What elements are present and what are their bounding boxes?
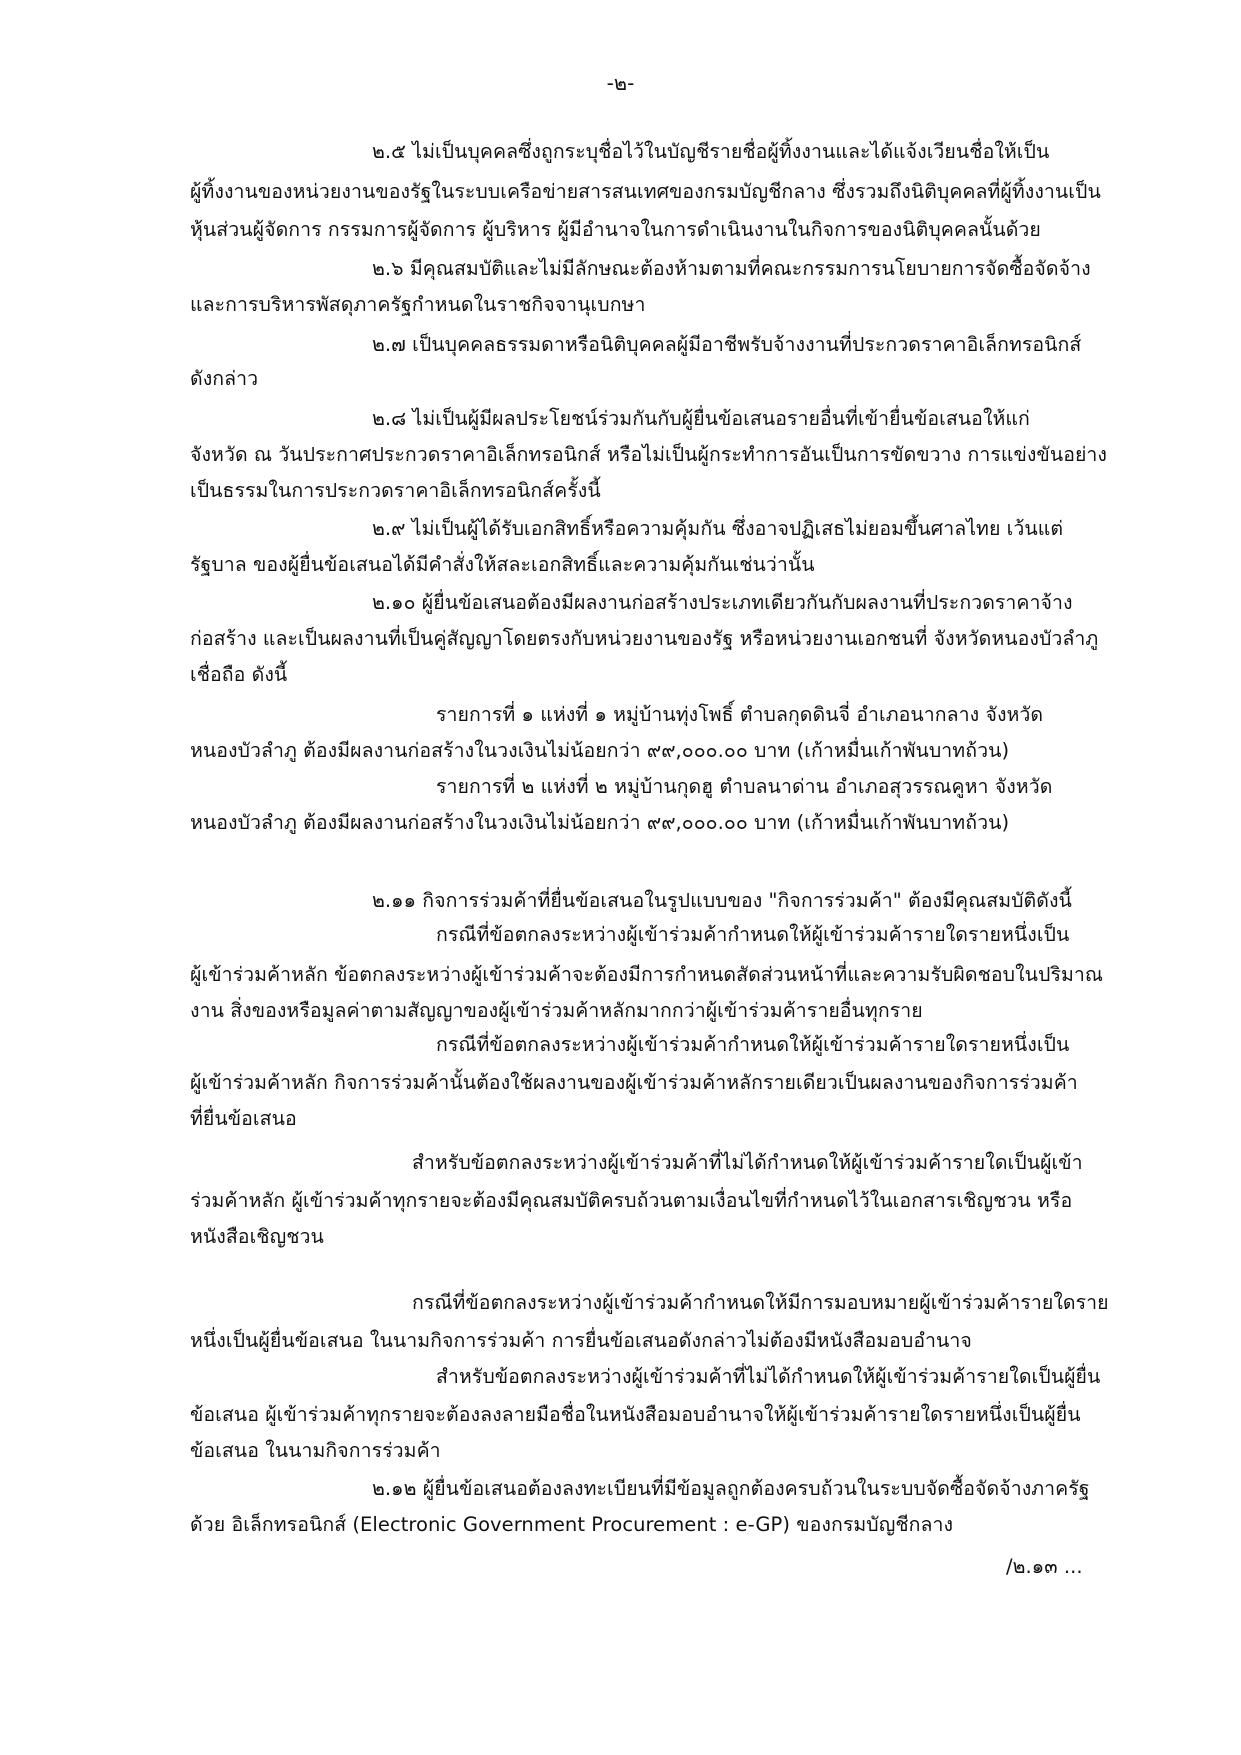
clause-2-9-line-2: รัฐบาล ของผู้ยื่นข้อเสนอได้มีคำสั่งให้สละเอกสิทธิ์และความคุ้มกันเช่นว่านั้น <box>190 553 815 576</box>
clause-2-11-line-3: ผู้เข้าร่วมค้าหลัก ข้อตกลงระหว่างผู้เข้าร่วมค้าจะต้องมีการกำหนดสัดส่วนหน้าที่และความรับผิดชอบในปริมาณ <box>190 963 1104 986</box>
clause-2-11-line-10: หนังสือเชิญชวน <box>190 1225 324 1248</box>
clause-2-9-line-1: ๒.๙ ไม่เป็นผู้ได้รับเอกสิทธิ์หรือความคุ้มกัน ซึ่งอาจปฏิเสธไม่ยอมขึ้นศาลไทย เว้นแต่ <box>372 517 1064 540</box>
clause-2-6-line-1: ๒.๖ มีคุณสมบัติและไม่มีลักษณะต้องห้ามตามที่คณะกรรมการนโยบายการจัดซื้อจัดจ้าง <box>372 257 1091 280</box>
clause-2-6-line-2: และการบริหารพัสดุภาครัฐกำหนดในราชกิจจานุเบกษา <box>190 293 646 316</box>
clause-2-8-line-1: ๒.๘ ไม่เป็นผู้มีผลประโยชน์ร่วมกันกับผู้ยื่นข้อเสนอรายอื่นที่เข้ายื่นข้อเสนอให้แก่ <box>372 407 1030 430</box>
clause-2-11-line-8: สำหรับข้อตกลงระหว่างผู้เข้าร่วมค้าที่ไม่ได้กำหนดให้ผู้เข้าร่วมค้ารายใดเป็นผู้เข้า <box>412 1151 1083 1174</box>
clause-2-11-line-13: สำหรับข้อตกลงระหว่างผู้เข้าร่วมค้าที่ไม่ได้กำหนดให้ผู้เข้าร่วมค้ารายใดเป็นผู้ยื่น <box>436 1365 1101 1388</box>
clause-2-11-line-2: กรณีที่ข้อตกลงระหว่างผู้เข้าร่วมค้ากำหนดให้ผู้เข้าร่วมค้ารายใดรายหนึ่งเป็น <box>436 923 1070 946</box>
clause-2-11-line-7: ที่ยื่นข้อเสนอ <box>190 1107 297 1130</box>
clause-2-11-line-9: ร่วมค้าหลัก ผู้เข้าร่วมค้าทุกรายจะต้องมีคุณสมบัติครบถ้วนตามเงื่อนไขที่กำหนดไว้ในเอกสารเชิญชวน หรือ <box>190 1189 1073 1212</box>
clause-2-10-line-2: ก่อสร้าง และเป็นผลงานที่เป็นคู่สัญญาโดยตรงกับหน่วยงานของรัฐ หรือหน่วยงานเอกชนที่ จังหวัดหนองบัวลำภู <box>190 627 1099 650</box>
clause-2-5-line-2: ผู้ทิ้งงานของหน่วยงานของรัฐในระบบเครือข่ายสารสนเทศของกรมบัญชีกลาง ซึ่งรวมถึงนิติบุคคลที่ผู้ทิ้งงานเป็น <box>190 180 1101 203</box>
clause-2-5-line-3: หุ้นส่วนผู้จัดการ กรรมการผู้จัดการ ผู้บริหาร ผู้มีอำนาจในการดำเนินงานในกิจการของนิติบุคคลนั้นด้วย <box>190 218 1041 241</box>
clause-2-8-line-3: เป็นธรรมในการประกวดราคาอิเล็กทรอนิกส์ครั้งนี้ <box>190 479 601 502</box>
item-1-line-1: รายการที่ ๑ แห่งที่ ๑ หมู่บ้านทุ่งโพธิ์ ตำบลกุดดินจี่ อำเภอนากลาง จังหวัด <box>436 703 1044 726</box>
clause-2-12-line-1: ๒.๑๒ ผู้ยื่นข้อเสนอต้องลงทะเบียนที่มีข้อมูลถูกต้องครบถ้วนในระบบจัดซื้อจัดจ้างภาครัฐ <box>372 1477 1090 1500</box>
clause-2-11-line-14: ข้อเสนอ ผู้เข้าร่วมค้าทุกรายจะต้องลงลายมือชื่อในหนังสือมอบอำนาจให้ผู้เข้าร่วมค้ารายใดรายหนึ่งเป็นผู้ยื่น <box>190 1403 1081 1426</box>
item-2-line-1: รายการที่ ๒ แห่งที่ ๒ หมู่บ้านกุดฮู ตำบลนาด่าน อำเภอสุวรรณคูหา จังหวัด <box>436 775 1053 798</box>
clause-2-5-line-1: ๒.๕ ไม่เป็นบุคคลซึ่งถูกระบุชื่อไว้ในบัญชีรายชื่อผู้ทิ้งงานและได้แจ้งเวียนชื่อให้เป็น <box>372 140 1050 163</box>
page-number: -๒- <box>606 71 635 95</box>
clause-2-11-line-11: กรณีที่ข้อตกลงระหว่างผู้เข้าร่วมค้ากำหนดให้มีการมอบหมายผู้เข้าร่วมค้ารายใดราย <box>412 1291 1109 1314</box>
continuation-marker: /๒.๑๓ ... <box>1006 1555 1083 1578</box>
item-2-line-2: หนองบัวลำภู ต้องมีผลงานก่อสร้างในวงเงินไม่น้อยกว่า ๙๙,๐๐๐.๐๐ บาท (เก้าหมื่นเก้าพันบาทถ้วน) <box>190 811 1010 834</box>
clause-2-11-line-6: ผู้เข้าร่วมค้าหลัก กิจการร่วมค้านั้นต้องใช้ผลงานของผู้เข้าร่วมค้าหลักรายเดียวเป็นผลงานของกิจการร่วมค้า <box>190 1071 1078 1094</box>
item-1-line-2: หนองบัวลำภู ต้องมีผลงานก่อสร้างในวงเงินไม่น้อยกว่า ๙๙,๐๐๐.๐๐ บาท (เก้าหมื่นเก้าพันบาทถ้วน) <box>190 739 1010 762</box>
clause-2-7-line-2: ดังกล่าว <box>190 367 259 390</box>
clause-2-11-line-1: ๒.๑๑ กิจการร่วมค้าที่ยื่นข้อเสนอในรูปแบบของ "กิจการร่วมค้า" ต้องมีคุณสมบัติดังนี้ <box>372 889 1072 912</box>
clause-2-11-line-15: ข้อเสนอ ในนามกิจการร่วมค้า <box>190 1439 441 1462</box>
clause-2-12-line-2: ด้วย อิเล็กทรอนิกส์ (Electronic Government Procurement : e-GP) ของกรมบัญชีกลาง <box>190 1513 954 1536</box>
clause-2-11-line-4: งาน สิ่งของหรือมูลค่าตามสัญญาของผู้เข้าร่วมค้าหลักมากกว่าผู้เข้าร่วมค้ารายอื่นทุกราย <box>190 999 923 1022</box>
clause-2-7-line-1: ๒.๗ เป็นบุคคลธรรมดาหรือนิติบุคคลผู้มีอาชีพรับจ้างงานที่ประกวดราคาอิเล็กทรอนิกส์ <box>372 333 1082 356</box>
clause-2-11-line-12: หนึ่งเป็นผู้ยื่นข้อเสนอ ในนามกิจการร่วมค้า การยื่นข้อเสนอดังกล่าวไม่ต้องมีหนังสือมอบอำนาจ <box>190 1329 972 1352</box>
clause-2-8-line-2: จังหวัด ณ วันประกาศประกวดราคาอิเล็กทรอนิกส์ หรือไม่เป็นผู้กระทำการอันเป็นการขัดขวาง การแข่งขันอย่าง <box>190 443 1108 466</box>
clause-2-10-line-1: ๒.๑๐ ผู้ยื่นข้อเสนอต้องมีผลงานก่อสร้างประเภทเดียวกันกับผลงานที่ประกวดราคาจ้าง <box>372 591 1073 614</box>
clause-2-11-line-5: กรณีที่ข้อตกลงระหว่างผู้เข้าร่วมค้ากำหนดให้ผู้เข้าร่วมค้ารายใดรายหนึ่งเป็น <box>436 1033 1070 1056</box>
clause-2-10-line-3: เชื่อถือ ดังนี้ <box>190 663 288 686</box>
